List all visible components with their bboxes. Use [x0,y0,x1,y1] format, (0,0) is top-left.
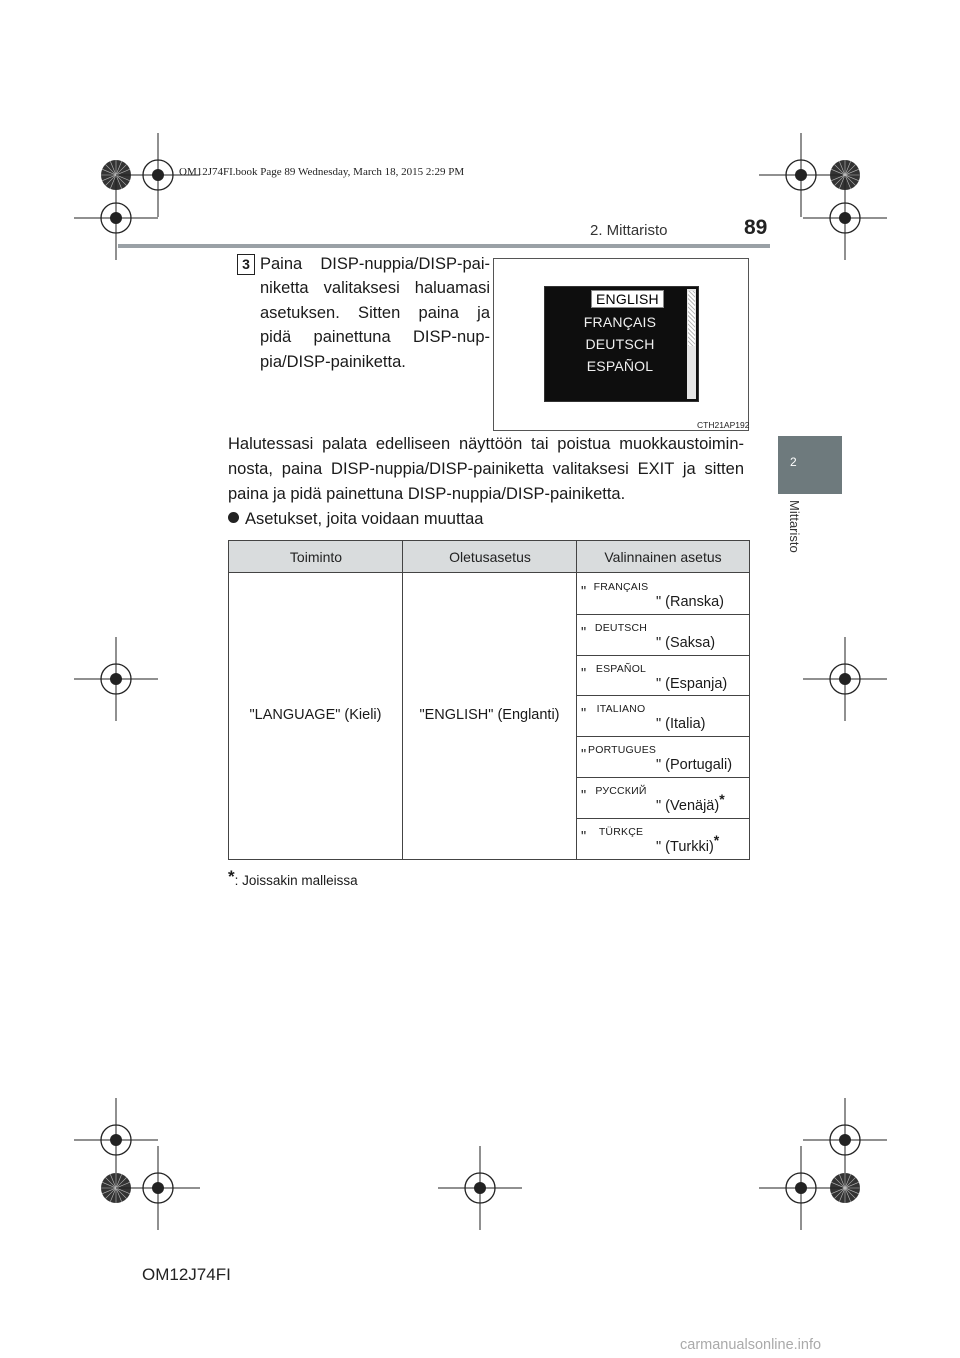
option-row: " ITALIANO " (Italia) [581,703,706,733]
step-instruction [260,252,490,374]
option-row: " DEUTSCH " (Saksa) [581,621,716,651]
table-header-default: Oletusasetus [403,541,577,573]
table-divider [402,541,403,859]
chapter-tab-number: 2 [790,455,797,469]
option-name: " (Italia) [656,716,706,733]
option-row: " ESPAÑOL " (Espanja) [581,662,728,692]
exit-paragraph [228,432,744,506]
bullet-icon [228,512,239,523]
registration-cross-icon [74,1098,158,1182]
option-star: * [713,831,720,848]
site-watermark: carmanualsonline.info [680,1337,822,1353]
chapter-label [780,500,814,570]
step-line: Paina DISP-nuppia/DISP-pai- [260,255,490,273]
option-display-text: FRANÇAIS [593,581,649,593]
footnote-text: : Joissakin malleissa [234,873,358,888]
registration-cross-icon [803,176,887,260]
function-cell: "LANGUAGE" (Kieli) [249,707,382,723]
option-name: " (Espanja) [656,675,728,692]
chapter-tab [778,436,842,494]
option-name: " (Portugali) [656,757,733,774]
registration-cross-icon [803,637,887,721]
paragraph-line: nosta, paina DISP-nuppia/DISP-painiketta valitaksesi EXIT ja sitten [228,459,744,478]
header-rule [118,244,770,248]
option-display-text: РУССКИЙ [595,785,647,797]
option-star: * [719,791,725,807]
footnote [228,867,358,888]
registration-cross-icon [759,133,843,217]
option-name: " (Saksa) [656,634,716,651]
settings-bullet [228,510,483,529]
registration-cross-icon [759,1146,843,1230]
step-number-box: 3 [237,254,255,275]
step-line: pidä painettuna DISP-nup- [260,328,490,347]
section-title: 2. Mittaristo [590,222,668,239]
option-display-text: ESPAÑOL [595,662,647,675]
option-row: " РУССКИЙ " (Venäjä)* [581,785,725,814]
language-option: FRANÇAIS [583,314,657,330]
default-cell: "ENGLISH" (Englanti) [419,707,560,723]
language-screen [544,286,699,402]
table-header-function: Toiminto [229,541,403,573]
option-display-text: DEUTSCH [594,621,648,634]
option-row: " TÜRKÇE " (Turkki)* [581,825,720,855]
page-number: 89 [744,216,768,239]
step-line: niketta valitaksesi haluamasi [260,279,490,298]
paragraph-line: Halutessasi palata edelliseen näyttöön tai poistua muokkaustoimin- [228,435,744,453]
option-display-text: TÜRKÇE [598,825,644,838]
option-name: " (Turkki) [656,838,714,855]
step-line: asetuksen. Sitten paina ja [260,303,490,322]
registration-cross-icon [116,1146,200,1230]
chapter-label-text: Mittaristo [787,500,802,553]
option-row: " FRANÇAIS " (Ranska) [581,581,724,610]
scrollbar-thumb [688,291,695,346]
document-code: OM12J74FI [142,1265,231,1284]
option-display-text: PORTUGUES [588,744,657,757]
language-option: ESPAÑOL [586,358,654,374]
option-name: " (Ranska) [656,594,724,610]
bullet-text: Asetukset, joita voidaan muuttaa [245,510,484,528]
registration-cross-icon [803,1098,887,1182]
paragraph-line: paina ja pidä painettuna DISP-nuppia/DISP-painiketta. [228,484,626,503]
registration-cross-icon [74,637,158,721]
option-name: " (Venäjä) [656,798,720,814]
option-display-text: ITALIANO [596,703,646,716]
language-selected: ENGLISH [591,290,664,308]
figure-code: CTH21AP192 [697,420,750,430]
footnote-star: * [228,867,235,886]
step-line: pia/DISP-painiketta. [260,352,406,371]
option-row: " PORTUGUES " (Portugali) [581,744,733,774]
settings-table [228,540,750,860]
table-header-optional: Valinnainen asetus [577,541,749,573]
registration-cross-icon [438,1146,522,1230]
language-option: DEUTSCH [585,336,655,352]
book-info-line: OM12J74FI.book Page 89 Wednesday, March 18, 2015 2:29 PM [179,166,465,178]
